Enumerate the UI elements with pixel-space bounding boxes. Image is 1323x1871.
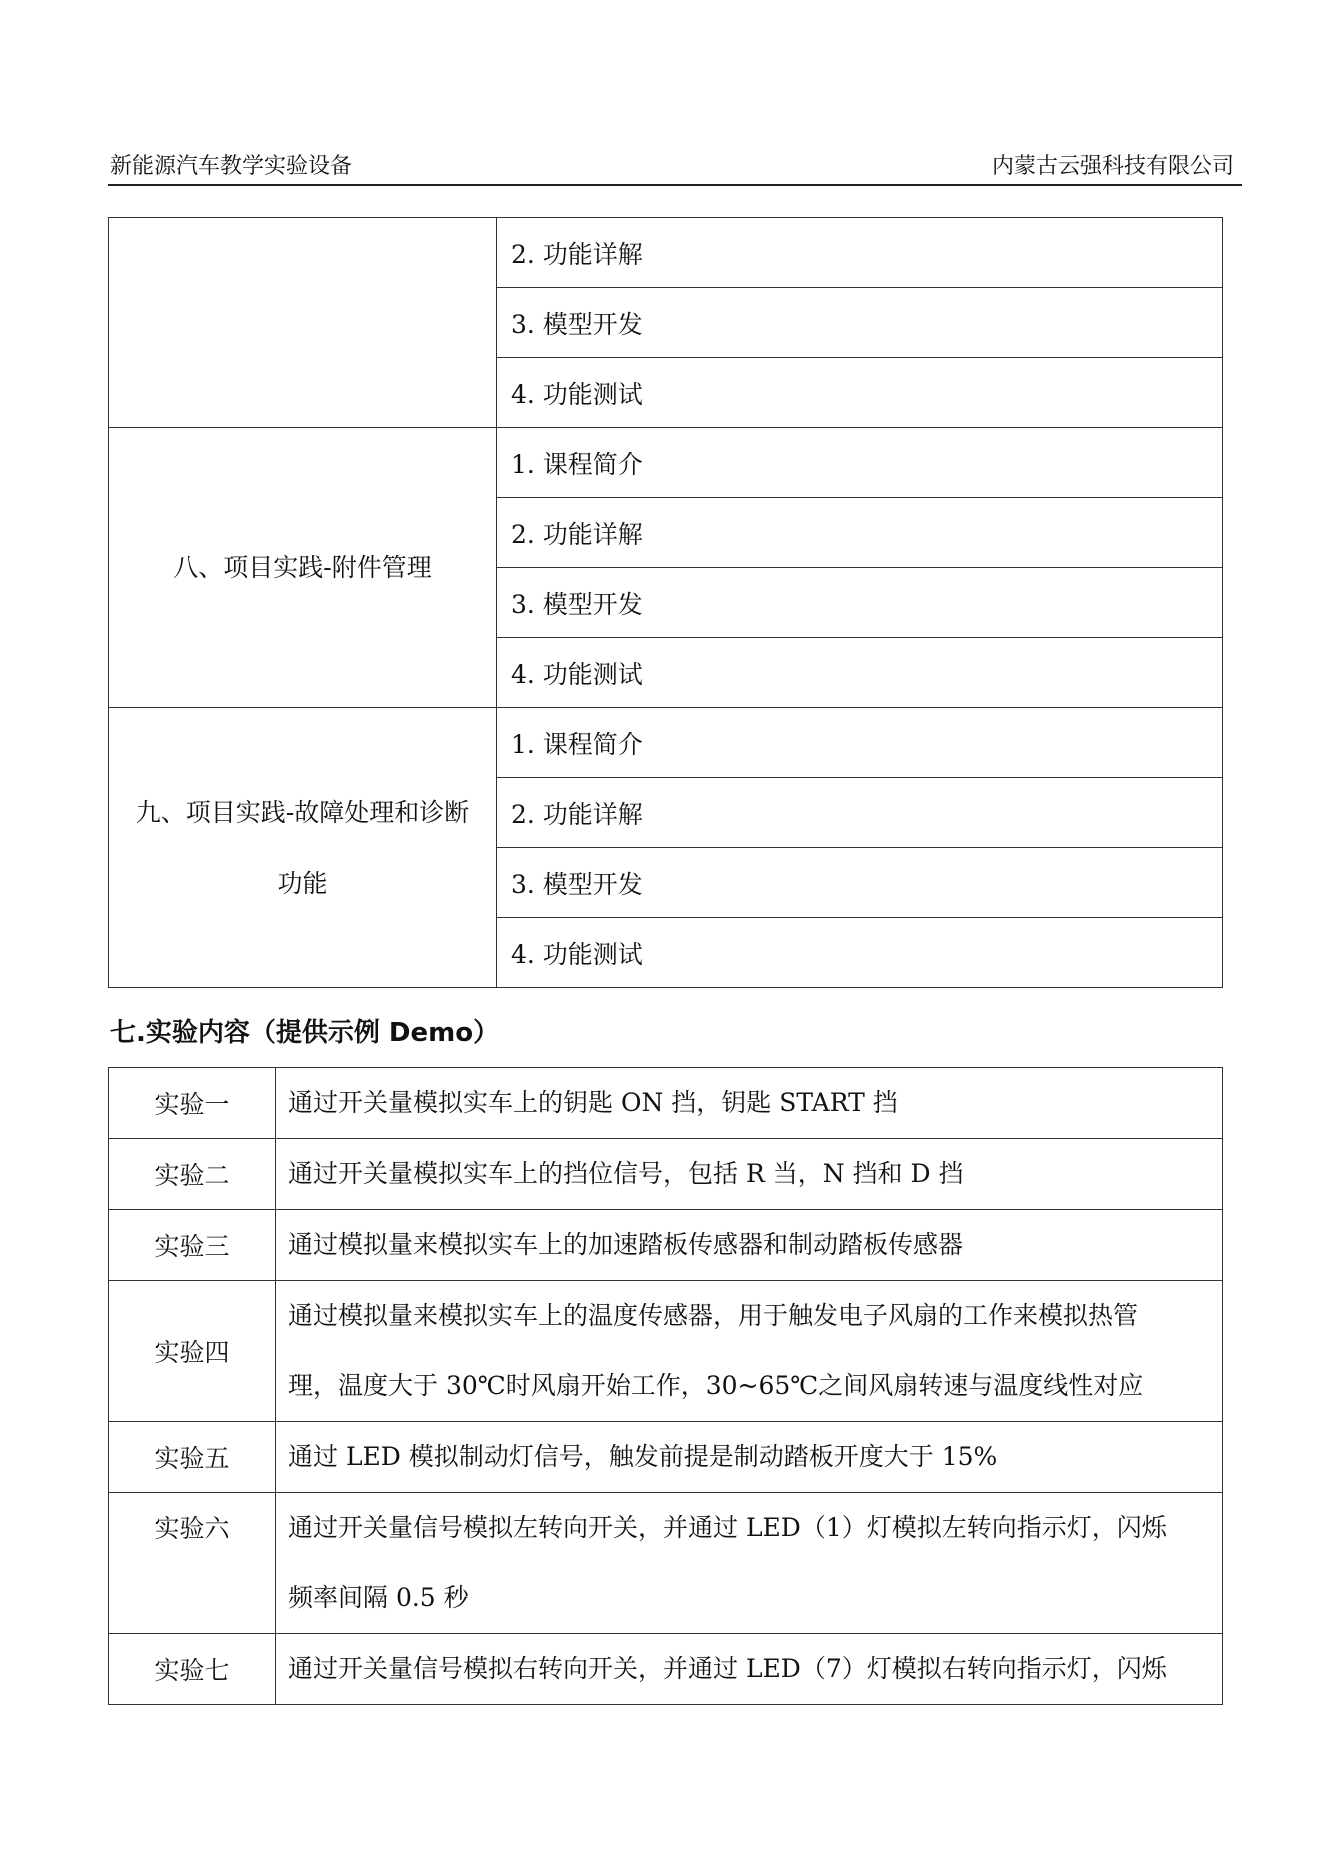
page-header [108, 156, 1242, 186]
course-item: 4. 功能测试 [497, 638, 1223, 708]
table-row [109, 1422, 1223, 1493]
course-item: 4. 功能测试 [497, 918, 1223, 988]
experiment-label: 实验六 [109, 1493, 276, 1634]
course-item: 2. 功能详解 [497, 218, 1223, 288]
module-title-line: 功能 [277, 868, 328, 898]
course-item: 3. 模型开发 [497, 568, 1223, 638]
course-item: 4. 功能测试 [497, 358, 1223, 428]
experiment-label: 实验一 [109, 1068, 276, 1139]
course-item: 3. 模型开发 [497, 288, 1223, 358]
experiment-desc [276, 1493, 1223, 1634]
experiment-desc: 通过开关量模拟实车上的挡位信号，包括 R 当，N 挡和 D 挡 [276, 1139, 1223, 1210]
module-cell [109, 708, 497, 988]
experiment-desc: 通过开关量信号模拟右转向开关，并通过 LED（7）灯模拟右转向指示灯，闪烁 [276, 1634, 1223, 1705]
table-row [109, 1281, 1223, 1422]
experiment-label: 实验三 [109, 1210, 276, 1281]
course-table [108, 217, 1223, 988]
experiment-desc-line: 通过开关量信号模拟左转向开关，并通过 LED（1）灯模拟左转向指示灯，闪烁 [288, 1513, 1167, 1542]
header-right-text: 内蒙古云强科技有限公司 [991, 154, 1234, 179]
course-item: 2. 功能详解 [497, 498, 1223, 568]
experiment-desc: 通过 LED 模拟制动灯信号，触发前提是制动踏板开度大于 15% [276, 1422, 1223, 1493]
module-title-line: 九、项目实践-故障处理和诊断 [135, 797, 470, 827]
header-left-text: 新能源汽车教学实验设备 [110, 154, 353, 179]
experiment-desc-line: 理，温度大于 30℃时风扇开始工作，30~65℃之间风扇转速与温度线性对应 [288, 1371, 1144, 1400]
table-row [109, 1068, 1223, 1139]
experiment-label: 实验七 [109, 1634, 276, 1705]
table-row [109, 1139, 1223, 1210]
module-cell [109, 428, 497, 708]
table-row [109, 218, 1223, 288]
section-title: 七.实验内容（提供示例 Demo） [110, 1018, 500, 1048]
course-item: 3. 模型开发 [497, 848, 1223, 918]
module-cell [109, 218, 497, 428]
course-item: 1. 课程简介 [497, 428, 1223, 498]
experiment-desc: 通过开关量模拟实车上的钥匙 ON 挡，钥匙 START 挡 [276, 1068, 1223, 1139]
table-row [109, 1634, 1223, 1705]
experiment-label: 实验五 [109, 1422, 276, 1493]
experiment-label: 实验四 [109, 1281, 276, 1422]
module-title: 八、项目实践-附件管理 [173, 553, 432, 582]
experiment-desc-line: 通过模拟量来模拟实车上的温度传感器，用于触发电子风扇的工作来模拟热管 [288, 1301, 1139, 1330]
table-row [109, 1210, 1223, 1281]
table-row [109, 428, 1223, 498]
course-item: 1. 课程简介 [497, 708, 1223, 778]
table-row [109, 1493, 1223, 1634]
experiment-desc-line: 频率间隔 0.5 秒 [288, 1583, 469, 1612]
experiment-table [108, 1067, 1223, 1705]
table-row [109, 708, 1223, 778]
course-item: 2. 功能详解 [497, 778, 1223, 848]
experiment-label: 实验二 [109, 1139, 276, 1210]
experiment-desc: 通过模拟量来模拟实车上的加速踏板传感器和制动踏板传感器 [276, 1210, 1223, 1281]
experiment-desc [276, 1281, 1223, 1422]
